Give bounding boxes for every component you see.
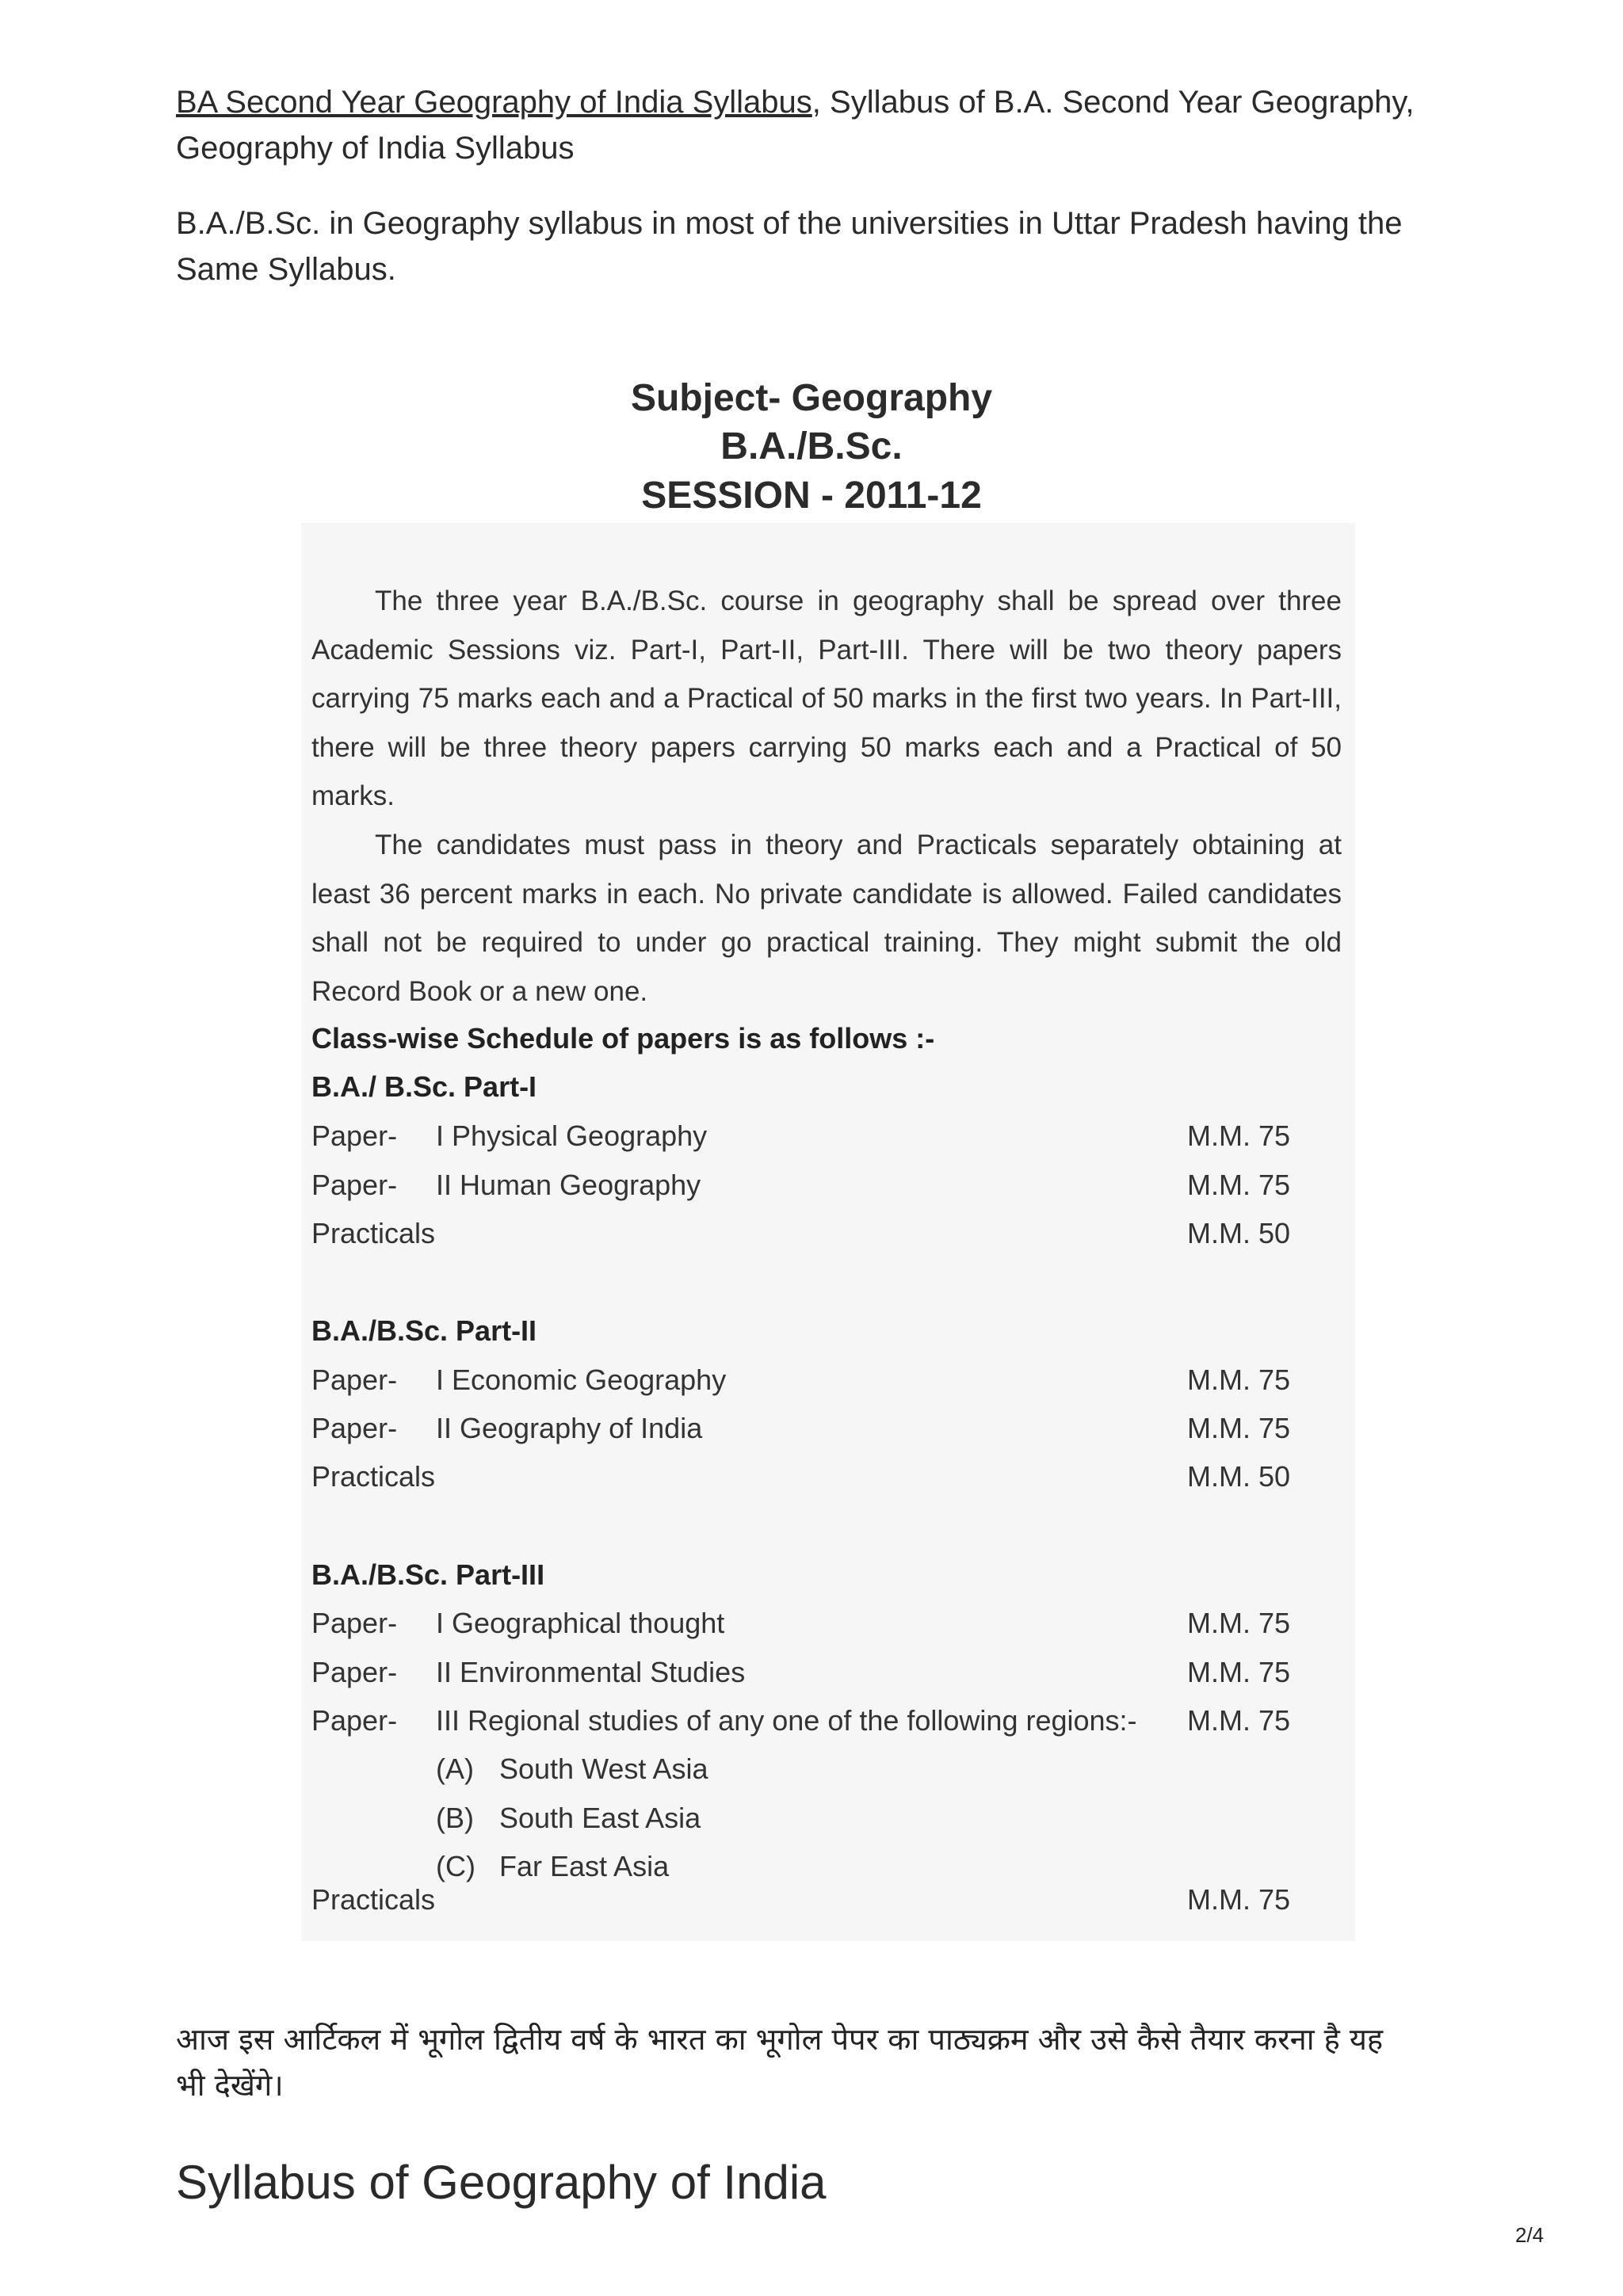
row-label: Paper- xyxy=(311,1412,398,1444)
row-label: Paper- xyxy=(311,1607,398,1639)
row-marks: M.M. 75 xyxy=(1187,1704,1291,1737)
row-marks: M.M. 75 xyxy=(1187,1119,1291,1152)
region-name: Far East Asia xyxy=(499,1850,670,1882)
row-label: Paper- xyxy=(311,1169,398,1201)
row-marks: M.M. 75 xyxy=(1187,1363,1291,1396)
schedule-row xyxy=(311,1217,1302,1257)
section-title: Syllabus of Geography of India xyxy=(176,2156,827,2209)
scan-heading-degree: B.A./B.Sc. xyxy=(720,425,903,467)
syllabus-link[interactable]: BA Second Year Geography of India Syllabus xyxy=(176,85,812,120)
row-label: Practicals xyxy=(311,1217,436,1249)
row-marks: M.M. 75 xyxy=(1187,1656,1291,1688)
region-letter: (C) xyxy=(436,1850,475,1882)
region-item xyxy=(436,1850,669,1883)
row-paper-name: III Regional studies of any one of the following regions:- xyxy=(436,1704,1137,1737)
intro-line-2: B.A./B.Sc. in Geography syllabus in most of the universities in Uttar Pradesh having the Same Syllabus. xyxy=(176,206,1403,287)
intro-paragraph xyxy=(176,79,1476,171)
schedule-row xyxy=(311,1412,1302,1451)
row-paper-name: II Human Geography xyxy=(436,1169,701,1201)
row-label: Practicals xyxy=(311,1460,436,1493)
schedule-row xyxy=(311,1363,1302,1403)
row-paper-name: II Environmental Studies xyxy=(436,1656,746,1688)
row-label: Paper- xyxy=(311,1656,398,1688)
row-label: Paper- xyxy=(311,1363,398,1396)
row-marks: M.M. 75 xyxy=(1187,1883,1291,1916)
row-marks: M.M. 50 xyxy=(1187,1460,1291,1493)
schedule-row xyxy=(311,1883,1302,1923)
schedule-row xyxy=(311,1704,1302,1744)
row-marks: M.M. 75 xyxy=(1187,1412,1291,1444)
row-label: Practicals xyxy=(311,1883,436,1916)
part-3-title: B.A./B.Sc. Part-III xyxy=(311,1558,545,1591)
schedule-row xyxy=(311,1119,1302,1159)
hindi-paragraph: आज इस आर्टिकल में भूगोल द्वितीय वर्ष के भारत का भूगोल पेपर का पाठ्यक्रम और उसे कैसे तैयार करना है यह भी देखेंगे। xyxy=(176,2022,1384,2103)
scan-paragraph-pass-rules: The candidates must pass in theory and Practicals separately obtaining at least 36 percent marks in each. No private candidate is allowed. Failed candidates shall not be required to under go practical training. They might submit the old Record Book or a new one. xyxy=(311,830,1342,1007)
row-paper-name: I Economic Geography xyxy=(436,1363,727,1396)
part-2-title: B.A./B.Sc. Part-II xyxy=(311,1314,537,1347)
row-marks: M.M. 50 xyxy=(1187,1217,1291,1249)
scan-paragraph-course: The three year B.A./B.Sc. course in geography shall be spread over three Academic Sessions viz. Part-I, Part-II, Part-III. There will be two theory papers carrying 75 marks each and a Practical of 50 marks in the first two years. In Part-III, there will be three theory papers carrying 50 marks each and a Practical of 50 marks. xyxy=(311,585,1342,811)
region-name: South East Asia xyxy=(499,1802,701,1834)
row-paper-name: I Physical Geography xyxy=(436,1119,708,1152)
part-1-title: B.A./ B.Sc. Part-I xyxy=(311,1070,537,1103)
schedule-row xyxy=(311,1169,1302,1208)
row-marks: M.M. 75 xyxy=(1187,1169,1291,1201)
row-paper-name: II Geography of India xyxy=(436,1412,703,1444)
region-letter: (B) xyxy=(436,1802,474,1834)
schedule-title: Class-wise Schedule of papers is as follows :- xyxy=(311,1022,935,1055)
page-number: 2/4 xyxy=(1515,2223,1545,2247)
region-item xyxy=(436,1753,708,1786)
row-label: Paper- xyxy=(311,1704,398,1737)
intro-text: , Syllabus of B.A. Second Year Geography, Geography of India Syllabus xyxy=(176,85,1415,166)
scan-heading-session: SESSION - 2011-12 xyxy=(641,475,982,517)
row-paper-name: I Geographical thought xyxy=(436,1607,725,1639)
row-label: Paper- xyxy=(311,1119,398,1152)
schedule-row xyxy=(311,1460,1302,1500)
row-marks: M.M. 75 xyxy=(1187,1607,1291,1639)
scan-heading-subject: Subject- Geography xyxy=(630,377,993,419)
schedule-row xyxy=(311,1656,1302,1695)
region-item xyxy=(436,1802,701,1835)
region-letter: (A) xyxy=(436,1753,474,1785)
schedule-row xyxy=(311,1607,1302,1646)
region-name: South West Asia xyxy=(499,1753,708,1785)
